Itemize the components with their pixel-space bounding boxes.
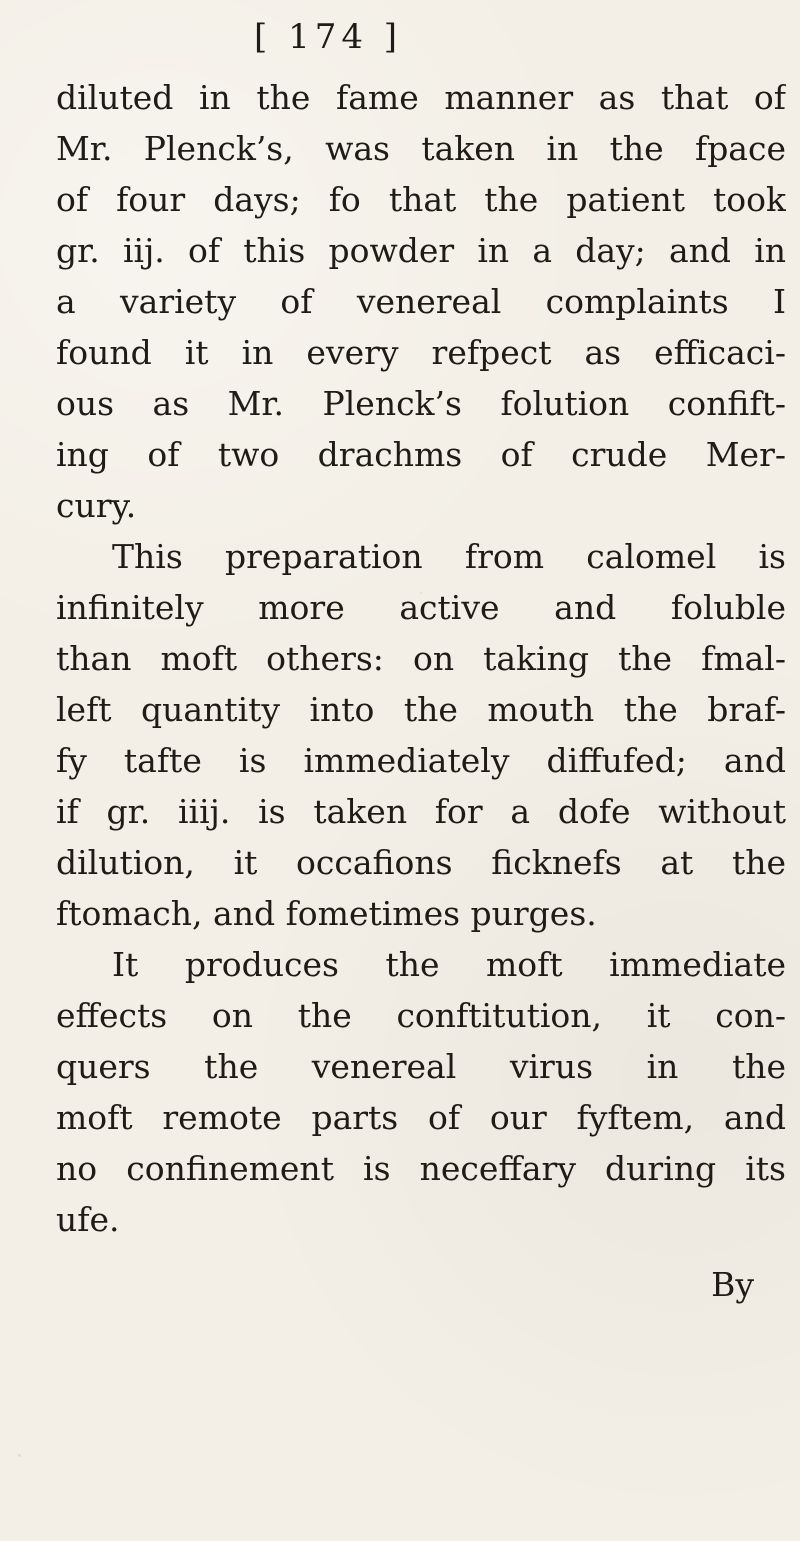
text-line: cury. bbox=[56, 486, 137, 525]
text-line: found it in every refpect as efficaci- bbox=[56, 333, 786, 372]
paper-spot bbox=[420, 592, 422, 594]
text-line: dilution, it occafions ficknefs at the bbox=[56, 843, 786, 882]
text-line: left quantity into the mouth the braf- bbox=[56, 690, 786, 729]
text-line: Mr. Plenck’s, was taken in the fpace bbox=[56, 129, 786, 168]
text-line: gr. iij. of this powder in a day; and in bbox=[56, 231, 786, 270]
text-line: This preparation from calomel is bbox=[112, 537, 786, 576]
text-line: moft remote parts of our fyftem, and bbox=[56, 1098, 786, 1137]
text-line: effects on the conftitution, it con- bbox=[56, 996, 786, 1035]
text-line: than moft others: on taking the fmal- bbox=[56, 639, 786, 678]
text-line: a variety of venereal complaints I bbox=[56, 282, 786, 321]
text-line: ous as Mr. Plenck’s folution confift- bbox=[56, 384, 786, 423]
text-line: fy tafte is immediately diffufed; and bbox=[56, 741, 786, 780]
text-line: no confinement is neceffary during its bbox=[56, 1149, 786, 1188]
text-line: of four days; fo that the patient took bbox=[56, 180, 786, 219]
text-line: ufe. bbox=[56, 1200, 120, 1239]
text-line: diluted in the fame manner as that of bbox=[56, 78, 786, 117]
text-line: quers the venereal virus in the bbox=[56, 1047, 786, 1086]
text-line: ftomach, and fometimes purges. bbox=[56, 894, 597, 933]
paper-spot bbox=[18, 1454, 21, 1457]
text-line: infinitely more active and foluble bbox=[56, 588, 786, 627]
text-line: It produces the moft immediate bbox=[112, 945, 786, 984]
catchword: By bbox=[711, 1265, 754, 1304]
text-line: ing of two drachms of crude Mer- bbox=[56, 435, 786, 474]
body-text bbox=[56, 72, 786, 1245]
text-line: if gr. iiij. is taken for a dofe without bbox=[56, 792, 786, 831]
page-number: [ 174 ] bbox=[254, 17, 403, 57]
paper-spot bbox=[670, 815, 672, 817]
